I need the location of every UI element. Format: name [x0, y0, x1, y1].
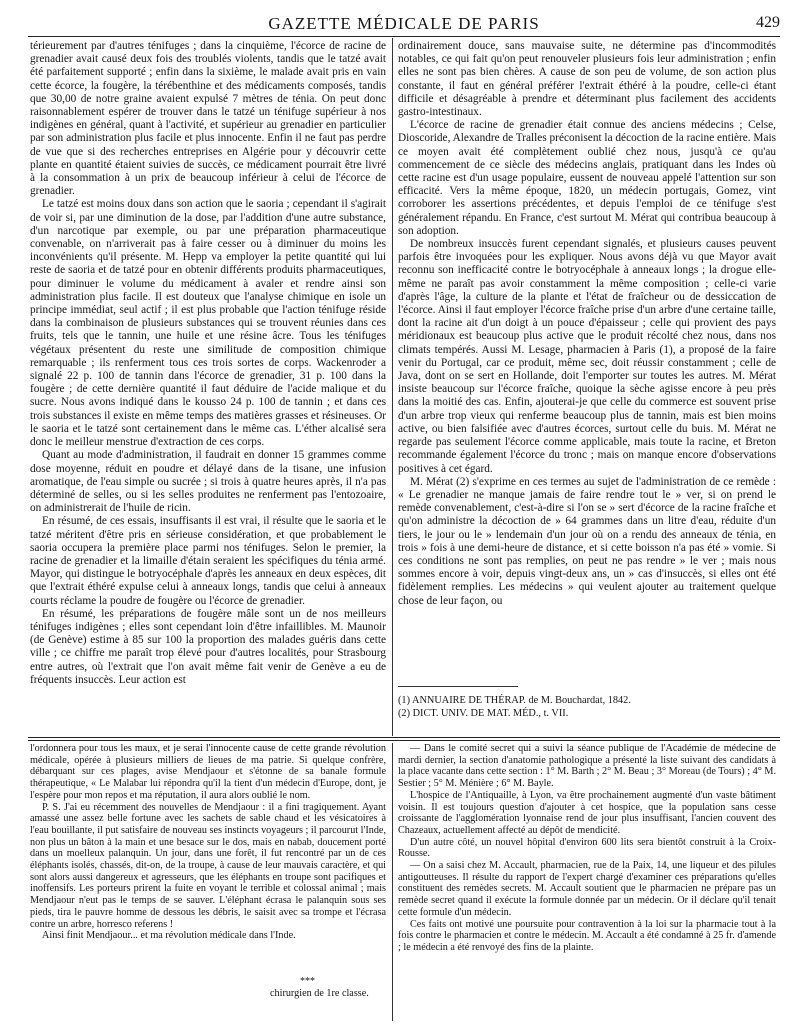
paragraph: ordinairement douce, sans mauvaise suite, ne détermine pas d'incommodités notables, ce qui fait qu'on peut renouveler plusieurs fois leur administration ; enfin elles ne sont pas bien chères. A cause de son peu de volume, de son action plus constante, il faut en général préférer l'extrait éthéré à la poudre, celle-ci étant difficile et désagréable à prendre et déterminant plus facilement des accidents gastro-intestinaux. [398, 40, 776, 119]
footnote-rule [398, 686, 518, 687]
feuilleton-rule-bottom [28, 740, 780, 741]
paragraph: L'écorce de racine de grenadier était connue des anciens médecins ; Celse, Dioscoride, Alexandre de Tralles préconisent la décoction de la racine entière. Mais ce moyen avait été complètement oublié chez nous, jusqu'à ce qu'au commencement de ce siècle des médecins anglais, pratiquant dans les Indes où cette racine est d'un usage populaire, eussent de nouveau appelé l'attention sur son efficacité. Vers la même époque, 1820, un médecin portugais, Gomez, vint corroborer les assertions précédentes, et depuis l'emploi de ce ténifuge s'est généralement répandu. En France, c'est surtout M. Mérat qui contribua beaucoup à son adoption. [398, 119, 776, 237]
footnotes [398, 694, 776, 720]
paragraph: D'un autre côté, un nouvel hôpital d'environ 600 lits sera bientôt construit à la Croix-Rousse. [398, 836, 776, 860]
main-column-right [398, 40, 776, 680]
paragraph: Ces faits ont motivé une poursuite pour contravention à la loi sur la pharmacie tout à la fois contre le pharmacien et contre le médecin. M. Accault a été condamné à 25 fr. d'amende ; le médecin a été renvoyé des fins de la plainte. [398, 918, 776, 953]
paragraph: Ainsi finit Mendjaour... et ma révolution médicale dans l'Inde. [42, 930, 296, 942]
paragraph: térieurement par d'autres ténifuges ; dans la cinquième, l'écorce de racine de grenadier avait causé deux fois des troublés violents, tandis que le tatzé avait été parfaitement supporté ; enfin dans la sixième, le malade avait pris en vain cette écorce, la fougère, la térébenthine et des médicaments composés, tandis que 30,00 de notre graine avaient expulsé 7 mètres de ténia. On peut donc raisonnablement espérer de trouver dans le tatzé un ténifuge supérieur à nos indigènes en général, quant à l'activité, et supérieur au grenadier en particulier par son administration plus facile et plus innocente. Enfin il ne faut pas perdre de vue que si des recherches entreprises en Algérie pour y découvrir cette plante en quantité étaient suivies de succès, ce médicament pourrait être livré à la consommation à un prix de beaucoup inférieur à celui de l'écorce de grenadier. [30, 40, 386, 198]
page-header [28, 12, 780, 36]
paragraph: P. S. J'ai eu récemment des nouvelles de Mendjaour : il a fini tragiquement. Ayant amassé une assez belle fortune avec les sachets de sable chaud et les vésicatoires à l'eau bouillante, il put satisfaire de nouveau ses instincts voyageurs ; il parcourut l'Inde, non plus un bâton à la main et une besace sur le dos, mais en nabab, doucement porté dans un moelleux palanquin. Un jour, dans une forêt, il fut rencontré par un de ces éléphants isolés, chassés, dit-on, de la troupe, à cause de leur mauvais caractère, et qui sont alors aussi dangereux et agresseurs, que les éléphants en troupe sont pacifiques et inoffensifs. Les porteurs prirent la fuite en voyant le terrible et colossal animal ; mais Mendjaour n'eut pas le temps de se sauver. L'éléphant écrasa le palanquin sous ses pieds, tira le pauvre homme de dessous les débris, le saisit avec sa trompe et l'écrasa contre un arbre, horresco referens ! [30, 801, 386, 930]
page-number: 429 [756, 14, 780, 31]
column-divider [392, 38, 393, 736]
feuilleton-column-left [30, 743, 386, 975]
separator-stars: *** [300, 976, 315, 987]
paragraph: De nombreux insuccès furent cependant signalés, et plusieurs causes peuvent parfois être invoquées pour les expliquer. Nous avons déjà vu que Mayor avait reconnu son inefficacité contre le botryocéphale à anneaux longs ; la drogue elle-même ne paraît pas avoir constamment la même composition ; celle-ci varie d'après l'âge, la culture de la plante et l'état de fraîcheur ou de dessiccation de l'écorce. Ainsi il faut employer l'écorce fraîche prise d'un arbre d'une certaine taille, dont la racine ait d'un doigt à un pouce d'épaisseur ; celle qui provient des pays méridionaux est beaucoup plus active que le produit récolté chez nous, dans nos climats tempérés. Aussi M. Lesage, pharmacien à Paris (1), a proposé de la faire venir du Portugal, car ce produit, même sec, doit réussir constamment ; celle de Java, dont on se sert en Hollande, doit l'emporter sur toutes les autres. M. Mérat insiste beaucoup sur l'écorce fraîche, quoique la sèche agisse encore à peu près dans la moitié des cas. Enfin, ajouterai-je que celle du commerce est souvent prise d'un arbre trop vieux qui renferme beaucoup plus de tannin, mais est bien moins active, ou bien falsifiée avec d'autres écorces, surtout celle du buis. M. Mérat ne regarde pas seulement l'écorce comme applicable, mais toute la racine, et Breton recommande également l'écorce du tronc ; mais on manque encore d'observations positives à cet égard. [398, 238, 776, 475]
paragraph: — On a saisi chez M. Accault, pharmacien, rue de la Paix, 14, une liqueur et des pilules antigoutteuses. Il résulte du rapport de l'expert chargé d'examiner ces préparations qu'elles constituent des remèdes secrets. M. Accault soutient que le pharmacien ne prépare pas un remède secret quand il exécute la formule donnée par un médecin. Or il déclare qu'il tenait cette formule d'un médecin. [398, 860, 776, 918]
paragraph: En résumé, de ces essais, insuffisants il est vrai, il résulte que le saoria et le tatzé méritent d'être pris en sérieuse considération, et que probablement le saoria occupera la première place parmi nos ténifuges. Selon le premier, la racine de grenadier et la limaille d'étain seraient les spécifiques du ténia armé. Mayor, qui distingue le botryocéphale d'après les anneaux en deux espèces, dit que l'extrait éthéré expulse celui à anneaux longs, tandis que celui à anneaux courts réclame la poudre de fougère ou l'écorce de grenadier. [30, 515, 386, 607]
feuilleton-rule-top [28, 737, 780, 738]
paragraph: L'hospice de l'Antiquaille, à Lyon, va être prochainement augmenté d'un vaste bâtiment voisin. Il est toujours question d'ajouter à cet hospice, que la population sans cesse croissante de l'agglomération lyonnaise rend de jour plus insuffisant, l'ancien couvent des Chazeaux, actuellement affecté au dépôt de mendicité. [398, 789, 776, 836]
paragraph: M. Mérat (2) s'exprime en ces termes au sujet de l'administration de ce remède : « Le grenadier ne manque jamais de faire rendre tout le » ver, si on prend le remède convenablement, c'est-à-dire si l'on se » sert d'écorce de la racine fraîche et qu'on administre la décoction de » 64 grammes dans un litre d'eau, réduite d'un tiers, le jour ou le » lendemain d'un jour où on a rendu des anneaux de ténia, en trois » fois à une demi-heure de distance, et si cette boisson n'a pas été » vomie. Si ces conditions ne sont pas remplies, on peut ne pas rendre » le ver ; mais nous sommes encore à voir, depuis vingt-deux ans, un » cas d'insuccès, si elles ont été fidèlement remplies. Les médecins » qui veulent ajouter au traitement quelque chose de leur façon, ou [398, 475, 776, 607]
paragraph: — Dans le comité secret qui a suivi la séance publique de l'Académie de médecine de mardi dernier, la section d'anatomie pathologique a présenté la liste suivant des candidats à la place vacante dans cette section : 1° M. Barth ; 2° M. Beau ; 3° Moreau (de Tours) ; 4° M. Sestier ; 5° M. Ménière ; 6° M. Bayle. [398, 743, 776, 790]
paragraph: l'ordonnera pour tous les maux, et je serai l'innocente cause de cette grande révolution médicale, opérée à plusieurs milliers de lieues de ma patrie. Si quelque confrère, débarquant sur ces plages, avise Mendjaour et s'étonne de sa banale formule thérapeutique, « Le Malabar lui répondra qu'il la tient d'un médecin d'Europe, dont, je l'espère pour mon repos et ma réputation, il aura alors oublié le nom. [30, 743, 386, 801]
signature: chirurgien de 1re classe. [270, 988, 369, 999]
footnote: (2) DICT. UNIV. DE MAT. MÉD., t. VII. [398, 708, 569, 719]
header-rule [28, 36, 780, 37]
footnote: (1) ANNUAIRE DE THÉRAP. de M. Bouchardat, 1842. [398, 695, 631, 706]
feuilleton-column-right [398, 743, 776, 1023]
paragraph: Le tatzé est moins doux dans son action que le saoria ; cependant il s'agirait de voir si, par une diminution de la dose, par l'addition d'une autre substance, d'un narcotique par exemple, ou par une préparation pharmaceutique convenable, on n'arriverait pas à faire cesser ou à diminuer du moins les inconvénients qu'il présente. M. Hepp va employer la petite quantité qui lui reste de saoria et de tatzé pour en obtenir différents produits pharmaceutiques, pour diminuer le volume du médicament à avaler et rendre ainsi son administration plus facile. Il est douteux que l'analyse chimique en isole un principe immédiat, seul actif ; il est plus probable que l'action ténifuge réside dans la combinaison de plusieurs substances qui se trouvent réunies dans ces fruits, tels que le tannin, une huile et une résine âcre. Tous les ténifuges végétaux présentent du reste une similitude de composition chimique remarquable ; ils renferment tous ces trois sortes de corps. Wackenroder a signalé 22 p. 100 de tannin dans l'écorce de grenadier, 31 p. 100 dans la fougère ; de cette dernière quantité il faut déduire de l'acide malique et du sucre. Nous avons indiqué dans le kousso 24 p. 100 de tannin ; et dans ces trois substances il existe en même temps des matières grasses et résineuses. Or le saoria et le tatzé sont certainement dans le même cas. L'éther alcalisé sera donc le meilleur menstrue d'extraction de ces corps. [30, 198, 386, 449]
main-column-left [30, 40, 386, 686]
journal-title: GAZETTE MÉDICALE DE PARIS [268, 14, 540, 33]
paragraph: En résumé, les préparations de fougère mâle sont un de nos meilleurs ténifuges indigènes ; elles sont cependant loin d'être infaillibles. M. Maunoir (de Genève) estime à 85 sur 100 la proportion des malades guéris dans cette ville ; ce chiffre me paraît trop élevé pour d'autres localités, pour Strasbourg entre autres, où l'extrait que l'on avait même fait venir de Genève a eu de fréquents insuccès. Leur action est [30, 607, 386, 686]
paragraph: Quant au mode d'administration, il faudrait en donner 15 grammes comme dose moyenne, réduit en poudre et délayé dans de la tisane, une infusion aromatique, de l'eau simple ou sucrée ; si trois à quatre heures après, il n'a pas déterminé de selles, ou si les selles produites ne renferment pas l'entozoaire, on administrerait de l'huile de ricin. [30, 449, 386, 515]
feuilleton-divider [392, 743, 393, 1021]
